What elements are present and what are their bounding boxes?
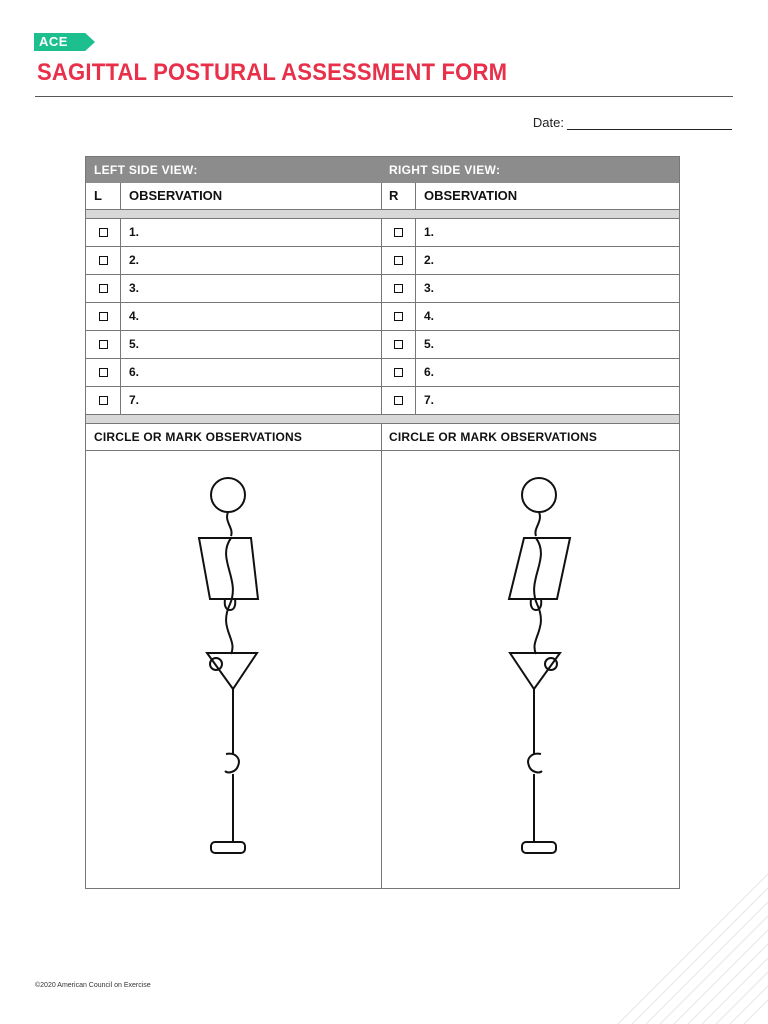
checkbox[interactable]: [99, 340, 108, 349]
date-input-line[interactable]: [567, 116, 732, 130]
checkbox[interactable]: [394, 368, 403, 377]
list-item: [86, 303, 381, 331]
item-number: 7.: [424, 393, 435, 407]
checkbox[interactable]: [394, 228, 403, 237]
item-number: 1.: [424, 225, 435, 239]
left-stick-figure: [86, 454, 380, 890]
item-number: 2.: [129, 253, 140, 267]
list-item: [86, 359, 381, 387]
list-item: [86, 387, 381, 415]
item-number: 1.: [129, 225, 140, 239]
separator: [381, 415, 679, 424]
item-number: 4.: [129, 309, 140, 323]
list-item: [381, 331, 679, 359]
right-stick-figure: [381, 454, 681, 890]
item-number: 3.: [424, 281, 435, 295]
item-number: 6.: [424, 365, 435, 379]
checkbox[interactable]: [99, 396, 108, 405]
item-number: 5.: [129, 337, 140, 351]
separator: [86, 415, 381, 424]
page-title: SAGITTAL POSTURAL ASSESSMENT FORM: [37, 59, 508, 86]
left-subheader: [86, 183, 381, 210]
copyright-footer: ©2020 American Council on Exercise: [35, 982, 151, 989]
left-side-header: LEFT SIDE VIEW:: [86, 157, 381, 183]
list-item: [86, 247, 381, 275]
list-item: [86, 219, 381, 247]
item-number: 6.: [129, 365, 140, 379]
list-item: [381, 359, 679, 387]
list-item: [381, 303, 679, 331]
list-item: [86, 275, 381, 303]
item-number: 3.: [129, 281, 140, 295]
item-number: 7.: [129, 393, 140, 407]
left-figure-area[interactable]: [86, 454, 381, 888]
separator: [381, 210, 679, 219]
title-divider: [35, 96, 733, 97]
left-observation-list: [86, 219, 381, 415]
right-subheader: [381, 183, 679, 210]
list-item: [86, 331, 381, 359]
list-item: [381, 247, 679, 275]
right-observation-label: OBSERVATION: [424, 188, 518, 203]
date-field[interactable]: [533, 115, 732, 130]
right-side-column: [381, 157, 679, 888]
item-number: 4.: [424, 309, 435, 323]
checkbox[interactable]: [99, 284, 108, 293]
checkbox[interactable]: [99, 228, 108, 237]
logo-text: ACE: [39, 34, 68, 49]
left-observation-label: OBSERVATION: [129, 188, 223, 203]
left-mark-label: CIRCLE OR MARK OBSERVATIONS: [86, 424, 381, 451]
checkbox[interactable]: [394, 256, 403, 265]
right-observation-list: [381, 219, 679, 415]
decorative-stripes: [598, 854, 768, 1024]
checkbox[interactable]: [394, 340, 403, 349]
left-side-label: L: [86, 183, 121, 209]
item-number: 5.: [424, 337, 435, 351]
checkbox[interactable]: [99, 312, 108, 321]
list-item: [381, 387, 679, 415]
checkbox[interactable]: [394, 396, 403, 405]
list-item: [381, 275, 679, 303]
checkbox[interactable]: [99, 368, 108, 377]
checkbox[interactable]: [394, 312, 403, 321]
right-mark-label: CIRCLE OR MARK OBSERVATIONS: [381, 424, 679, 451]
right-side-header: RIGHT SIDE VIEW:: [381, 157, 679, 183]
assessment-table: [85, 156, 680, 889]
checkbox[interactable]: [99, 256, 108, 265]
item-number: 2.: [424, 253, 435, 267]
checkbox[interactable]: [394, 284, 403, 293]
separator: [86, 210, 381, 219]
list-item: [381, 219, 679, 247]
right-figure-area[interactable]: [381, 454, 679, 888]
left-side-column: [86, 157, 382, 888]
date-label: Date:: [532, 115, 564, 130]
ace-logo: [34, 33, 95, 51]
right-side-label: R: [381, 183, 416, 209]
